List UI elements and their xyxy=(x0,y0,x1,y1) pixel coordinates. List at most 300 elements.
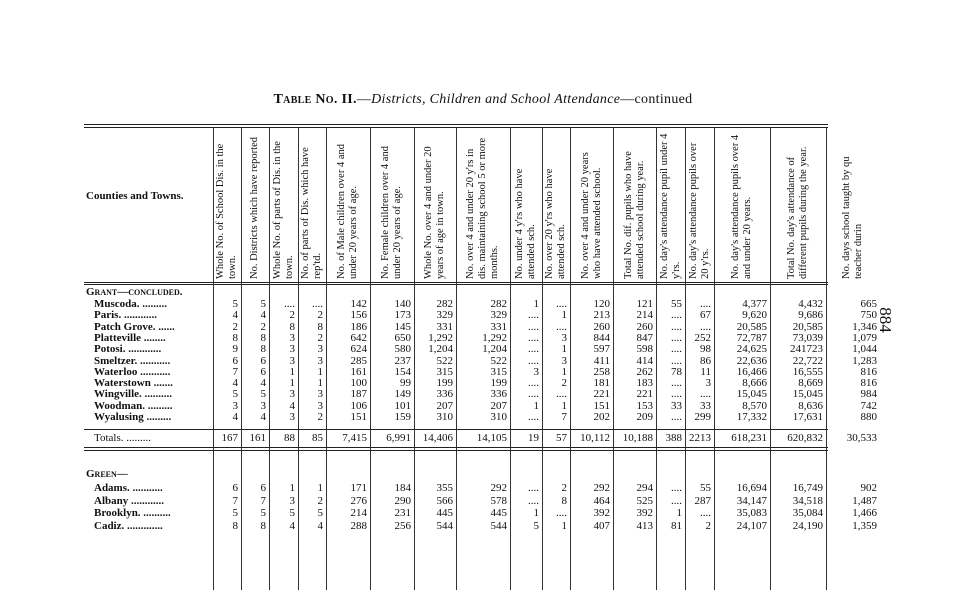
column-header-label: No. Districts which have reported xyxy=(249,136,260,279)
table-cell: 1,292 xyxy=(482,331,507,344)
table-cell: 392 xyxy=(593,507,610,520)
table-cell: 34,147 xyxy=(736,494,767,507)
table-cell: 101 xyxy=(394,399,411,412)
column-header xyxy=(414,132,456,280)
table-cell: .... xyxy=(556,320,567,333)
table-cell: 5 xyxy=(232,388,238,401)
table-cell: 5 xyxy=(260,507,266,520)
table-cell: 8,570 xyxy=(742,399,767,412)
table-cell: 98 xyxy=(700,343,711,356)
table-cell: 154 xyxy=(394,365,411,378)
table-cell: 1,079 xyxy=(852,331,877,344)
table-cell: 522 xyxy=(490,354,507,367)
table-cell: 5 xyxy=(232,298,238,310)
column-header xyxy=(542,132,570,280)
table-cell: 30,533 xyxy=(846,432,877,445)
table-cell: .... xyxy=(528,411,539,423)
table-cell: 2 xyxy=(561,482,567,495)
table-cell: 9 xyxy=(232,343,238,356)
table-cell: 231 xyxy=(394,507,411,520)
table-cell: 33 xyxy=(700,399,711,412)
table-cell: .... xyxy=(671,320,682,333)
table-cell: 624 xyxy=(350,343,367,356)
table-cell: 7 xyxy=(232,494,238,507)
table-cell: 145 xyxy=(394,320,411,333)
table-cell: 8 xyxy=(260,343,266,356)
table-cell: 16,694 xyxy=(736,482,767,495)
column-header xyxy=(326,132,370,280)
table-cell: 20,585 xyxy=(792,320,823,333)
table-cell: .... xyxy=(528,494,539,507)
table-cell: 173 xyxy=(394,309,411,322)
table-cell: 8,636 xyxy=(798,399,823,412)
table-cell: .... xyxy=(528,331,539,344)
table-cell: 299 xyxy=(694,411,711,423)
table-cell: 3 xyxy=(561,331,567,344)
column-header-label: Whole No. of parts of Dis. in the town. xyxy=(271,141,295,279)
table-cell: 8 xyxy=(232,519,238,532)
table-cell: 4,377 xyxy=(742,298,767,310)
table-cell: 3 xyxy=(289,411,295,423)
table-cell: 81 xyxy=(671,519,682,532)
table-cell: 3 xyxy=(289,331,295,344)
table-cell: 24,107 xyxy=(736,519,767,532)
table-cell: 106 xyxy=(350,399,367,412)
table-cell: 525 xyxy=(636,494,653,507)
table-cell: 618,231 xyxy=(731,432,767,445)
column-header xyxy=(269,132,298,280)
table-cell: 5 xyxy=(232,507,238,520)
table-cell: .... xyxy=(671,331,682,344)
table-cell: 816 xyxy=(860,377,877,390)
column-header-label: No. day's attendance pupils over 4 and under 20 years. xyxy=(730,134,753,279)
table-cell: .... xyxy=(528,320,539,333)
town-name: Muscoda. ......... xyxy=(94,298,168,310)
table-cell: 1,044 xyxy=(852,343,877,356)
table-cell: 86 xyxy=(700,354,711,367)
table-cell: 880 xyxy=(860,411,877,423)
table-cell: 1 xyxy=(317,482,323,495)
table-cell: 221 xyxy=(636,388,653,401)
table-cell: 17,631 xyxy=(792,411,823,423)
table-cell: 35,083 xyxy=(736,507,767,520)
column-header xyxy=(510,132,542,280)
table-cell: 151 xyxy=(593,399,610,412)
table-cell: 100 xyxy=(350,377,367,390)
table-cell: 3 xyxy=(317,399,323,412)
table-cell: .... xyxy=(700,388,711,401)
table-cell: 85 xyxy=(312,432,323,445)
table-cell: 290 xyxy=(394,494,411,507)
column-header xyxy=(84,190,213,204)
table-cell: 121 xyxy=(636,298,653,310)
table-cell: 7 xyxy=(260,494,266,507)
table-cell: 209 xyxy=(636,411,653,423)
town-name: Totals. ......... xyxy=(94,432,151,445)
table-cell: 5 xyxy=(260,388,266,401)
column-header xyxy=(714,132,770,280)
table-cell: .... xyxy=(556,507,567,520)
table-cell: 7 xyxy=(232,365,238,378)
table-cell: 260 xyxy=(593,320,610,333)
column-header xyxy=(570,132,613,280)
table-cell: 2 xyxy=(317,494,323,507)
table-cell: 183 xyxy=(636,377,653,390)
town-name: Wyalusing ......... xyxy=(94,411,172,423)
table-cell: 214 xyxy=(350,507,367,520)
table-cell: 33 xyxy=(671,399,682,412)
table-cell: 445 xyxy=(490,507,507,520)
table-cell: 88 xyxy=(284,432,295,445)
table-cell: 262 xyxy=(636,365,653,378)
totals-rule xyxy=(84,429,828,430)
table-cell: 24,190 xyxy=(792,519,823,532)
table-cell: 22,722 xyxy=(792,354,823,367)
table-cell: 544 xyxy=(436,519,453,532)
table-cell: 99 xyxy=(400,377,411,390)
table-cell: 742 xyxy=(860,399,877,412)
town-name: Paris. ............ xyxy=(94,309,157,322)
table-cell: 288 xyxy=(350,519,367,532)
table-cell: 22,636 xyxy=(736,354,767,367)
table-cell: 414 xyxy=(636,354,653,367)
table-cell: 120 xyxy=(593,298,610,310)
table-cell: 5 xyxy=(289,507,295,520)
table-cell: 294 xyxy=(636,482,653,495)
table-cell: 9,686 xyxy=(798,309,823,322)
table-cell: 816 xyxy=(860,365,877,378)
table-cell: 285 xyxy=(350,354,367,367)
section-heading: Green— xyxy=(86,468,128,481)
table-cell: 151 xyxy=(350,411,367,423)
table-cell: 336 xyxy=(436,388,453,401)
table-cell: 4 xyxy=(232,309,238,322)
table-cell: 4 xyxy=(260,411,266,423)
table-cell: 156 xyxy=(350,309,367,322)
table-cell: 902 xyxy=(860,482,877,495)
table-cell: 650 xyxy=(394,331,411,344)
table-cell: 161 xyxy=(249,432,266,445)
table-cell: 8 xyxy=(561,494,567,507)
table-cell: 1,487 xyxy=(852,494,877,507)
table-cell: 331 xyxy=(436,320,453,333)
table-cell: .... xyxy=(556,388,567,401)
table-cell: 4 xyxy=(289,399,295,412)
table-cell: 5 xyxy=(533,519,539,532)
table-cell: 578 xyxy=(490,494,507,507)
town-name: Patch Grove. ...... xyxy=(94,320,175,333)
table-cell: 4 xyxy=(317,519,323,532)
table-cell: 1 xyxy=(289,365,295,378)
table-cell: 3 xyxy=(289,343,295,356)
table-cell: 3 xyxy=(561,354,567,367)
table-cell: 310 xyxy=(436,411,453,423)
table-cell: 7 xyxy=(561,411,567,423)
table-cell: 72,787 xyxy=(736,331,767,344)
table-cell: 566 xyxy=(436,494,453,507)
table-cell: 287 xyxy=(694,494,711,507)
table-cell: 1 xyxy=(676,507,682,520)
table-cell: 9,620 xyxy=(742,309,767,322)
table-cell: 3 xyxy=(317,388,323,401)
table-cell: .... xyxy=(700,507,711,520)
table-cell: 237 xyxy=(394,354,411,367)
table-cell: 1,359 xyxy=(852,519,877,532)
table-cell: 1 xyxy=(561,365,567,378)
column-header xyxy=(370,132,414,280)
table-cell: 847 xyxy=(636,331,653,344)
table-cell: 202 xyxy=(593,411,610,423)
totals-rule xyxy=(84,447,828,448)
table-cell: 355 xyxy=(436,482,453,495)
table-cell: 16,555 xyxy=(792,365,823,378)
town-name: Platteville ........ xyxy=(94,331,166,344)
column-header xyxy=(656,132,685,280)
table-cell: 258 xyxy=(593,365,610,378)
table-cell: 1 xyxy=(289,482,295,495)
table-top-rule xyxy=(84,124,828,125)
table-cell: 57 xyxy=(556,432,567,445)
column-header xyxy=(241,132,269,280)
table-cell: 7,415 xyxy=(342,432,367,445)
table-cell: 11 xyxy=(700,365,711,378)
table-cell: 6 xyxy=(260,482,266,495)
page-number: 884 xyxy=(875,307,895,333)
table-cell: 1 xyxy=(289,377,295,390)
table-cell: 620,832 xyxy=(787,432,823,445)
table-cell: 392 xyxy=(636,507,653,520)
table-cell: 464 xyxy=(593,494,610,507)
table-cell: .... xyxy=(671,411,682,423)
table-cell: 844 xyxy=(593,331,610,344)
column-header-label: No. over 20 y'rs who have attended sch. xyxy=(544,168,567,279)
table-cell: 8,669 xyxy=(798,377,823,390)
table-cell: 241723 xyxy=(790,343,823,356)
table-cell: 1 xyxy=(317,377,323,390)
table-cell: 1 xyxy=(317,365,323,378)
table-cell: 67 xyxy=(700,309,711,322)
table-cell: 282 xyxy=(490,298,507,310)
table-cell: 73,039 xyxy=(792,331,823,344)
table-cell: 24,625 xyxy=(736,343,767,356)
table-cell: .... xyxy=(671,343,682,356)
table-cell: 149 xyxy=(394,388,411,401)
town-name: Waterstown ....... xyxy=(94,377,173,390)
table-cell: 221 xyxy=(593,388,610,401)
table-cell: 4,432 xyxy=(798,298,823,310)
table-cell: 153 xyxy=(636,399,653,412)
table-cell: 2 xyxy=(260,320,266,333)
table-cell: 17,332 xyxy=(736,411,767,423)
totals-rule xyxy=(84,450,828,451)
table-cell: 315 xyxy=(490,365,507,378)
table-cell: 445 xyxy=(436,507,453,520)
table-cell: 292 xyxy=(490,482,507,495)
table-cell: 292 xyxy=(593,482,610,495)
table-cell: 1 xyxy=(533,399,539,412)
column-header-label: No. day's attendance pupils over 20 y'rs. xyxy=(687,142,711,279)
table-cell: 252 xyxy=(694,331,711,344)
table-cell: 329 xyxy=(436,309,453,322)
table-cell: 2 xyxy=(232,320,238,333)
table-cell: 1,292 xyxy=(428,331,453,344)
town-name: Adams. ........... xyxy=(94,482,163,495)
column-header-label: Counties and Towns. xyxy=(86,190,184,202)
table-cell: 8 xyxy=(317,320,323,333)
table-cell: 10,112 xyxy=(580,432,610,445)
table-cell: 331 xyxy=(490,320,507,333)
column-header-label: No. over 4 and under 20 y'rs in dis. maintaining school 5 or more months. xyxy=(465,137,500,279)
column-header xyxy=(298,132,326,280)
town-name: Smeltzer. ........... xyxy=(94,354,171,367)
table-cell: 3 xyxy=(289,388,295,401)
table-cell: 1,283 xyxy=(852,354,877,367)
table-cell: 8 xyxy=(260,331,266,344)
table-cell: .... xyxy=(556,298,567,310)
table-cell: 597 xyxy=(593,343,610,356)
column-header xyxy=(770,132,826,280)
table-cell: 199 xyxy=(436,377,453,390)
table-cell: 276 xyxy=(350,494,367,507)
table-cell: .... xyxy=(700,320,711,333)
table-cell: 2 xyxy=(317,309,323,322)
table-cell: 142 xyxy=(350,298,367,310)
table-cell: 181 xyxy=(593,377,610,390)
table-cell: 3 xyxy=(317,354,323,367)
table-cell: 2 xyxy=(317,411,323,423)
table-cell: 522 xyxy=(436,354,453,367)
table-cell: 260 xyxy=(636,320,653,333)
table-cell: 8 xyxy=(232,331,238,344)
table-cell: 10,188 xyxy=(622,432,653,445)
table-cell: 187 xyxy=(350,388,367,401)
table-cell: 207 xyxy=(490,399,507,412)
table-cell: .... xyxy=(528,343,539,356)
table-cell: 35,084 xyxy=(792,507,823,520)
table-cell: 15,045 xyxy=(792,388,823,401)
table-cell: 4 xyxy=(232,411,238,423)
table-cell: 544 xyxy=(490,519,507,532)
table-cell: 2 xyxy=(317,331,323,344)
table-cell: 3 xyxy=(289,354,295,367)
column-header-label: No. over 4 and under 20 years who have attended school. xyxy=(579,152,603,279)
column-header xyxy=(456,132,510,280)
table-cell: 184 xyxy=(394,482,411,495)
column-header-label: No. of parts of Dis. which have rep'td. xyxy=(300,147,323,279)
table-cell: 642 xyxy=(350,331,367,344)
table-cell: 4 xyxy=(289,519,295,532)
table-cell: 2 xyxy=(705,519,711,532)
table-cell: .... xyxy=(671,309,682,322)
table-cell: 14,105 xyxy=(476,432,507,445)
table-cell: 5 xyxy=(260,298,266,310)
table-cell: .... xyxy=(528,388,539,401)
town-name: Brooklyn. .......... xyxy=(94,507,171,520)
section-heading: Grant—concluded. xyxy=(86,286,183,298)
table-cell: .... xyxy=(700,298,711,310)
table-cell: 6 xyxy=(232,354,238,367)
table-cell: 329 xyxy=(490,309,507,322)
table-cell: 16,466 xyxy=(736,365,767,378)
column-header-label: Whole No. over 4 and under 20 years of age in town. xyxy=(423,146,446,279)
table-cell: .... xyxy=(671,494,682,507)
table-cell: 167 xyxy=(221,432,238,445)
table-cell: 6 xyxy=(232,482,238,495)
table-cell: 3 xyxy=(260,399,266,412)
table-cell: 750 xyxy=(860,309,877,322)
table-cell: 413 xyxy=(636,519,653,532)
table-cell: 3 xyxy=(232,399,238,412)
town-name: Woodman. ......... xyxy=(94,399,173,412)
column-header-label: No. under 4 y'rs who have attended sch. xyxy=(514,168,537,279)
table-cell: 78 xyxy=(671,365,682,378)
table-cell: .... xyxy=(528,354,539,367)
table-cell: 310 xyxy=(490,411,507,423)
table-cell: 20,585 xyxy=(736,320,767,333)
column-header xyxy=(613,132,656,280)
table-cell: .... xyxy=(671,388,682,401)
column-header-label: Whole No. of School Dis. in the town. xyxy=(215,143,238,279)
town-name: Waterloo ........... xyxy=(94,365,171,378)
table-cell: 19 xyxy=(528,432,539,445)
column-header xyxy=(826,132,880,280)
table-cell: 4 xyxy=(260,309,266,322)
table-cell: 407 xyxy=(593,519,610,532)
table-cell: 3 xyxy=(533,365,539,378)
table-cell: 1 xyxy=(561,519,567,532)
table-cell: 336 xyxy=(490,388,507,401)
town-name: Potosi. ............ xyxy=(94,343,162,356)
table-cell: 1 xyxy=(561,309,567,322)
table-cell: .... xyxy=(671,482,682,495)
table-cell: 8,666 xyxy=(742,377,767,390)
table-cell: 1 xyxy=(561,343,567,356)
table-cell: 5 xyxy=(317,507,323,520)
table-cell: 1,204 xyxy=(428,343,453,356)
table-cell: 34,518 xyxy=(792,494,823,507)
table-cell: 214 xyxy=(636,309,653,322)
table-cell: 598 xyxy=(636,343,653,356)
table-cell: 282 xyxy=(436,298,453,310)
table-cell: 55 xyxy=(700,482,711,495)
column-header-label: Total No. day's attendance of different pupils during the year. xyxy=(786,146,809,279)
table-cell: 6 xyxy=(260,365,266,378)
table-cell: 55 xyxy=(671,298,682,310)
table-cell: 8 xyxy=(260,519,266,532)
table-cell: 161 xyxy=(350,365,367,378)
table-cell: 6,991 xyxy=(386,432,411,445)
table-cell: 1,346 xyxy=(852,320,877,333)
table-cell: 1 xyxy=(533,507,539,520)
table-cell: 984 xyxy=(860,388,877,401)
town-name: Cadiz. ............. xyxy=(94,519,163,532)
table-cell: 315 xyxy=(436,365,453,378)
table-cell: .... xyxy=(312,298,323,310)
table-cell: 199 xyxy=(490,377,507,390)
table-cell: 6 xyxy=(260,354,266,367)
table-cell: 159 xyxy=(394,411,411,423)
table-cell: 3 xyxy=(289,494,295,507)
table-cell: 15,045 xyxy=(736,388,767,401)
table-title: Table No. II.—Districts, Children and School Attendance—continued xyxy=(273,92,693,107)
table-cell: 4 xyxy=(260,377,266,390)
table-cell: 411 xyxy=(593,354,610,367)
town-name: Albany ............ xyxy=(94,494,164,507)
table-cell: .... xyxy=(671,377,682,390)
table-cell: .... xyxy=(528,482,539,495)
column-header-label: Total No. dif. pupils who have attended school during year. xyxy=(622,151,646,279)
table-cell: 1,204 xyxy=(482,343,507,356)
